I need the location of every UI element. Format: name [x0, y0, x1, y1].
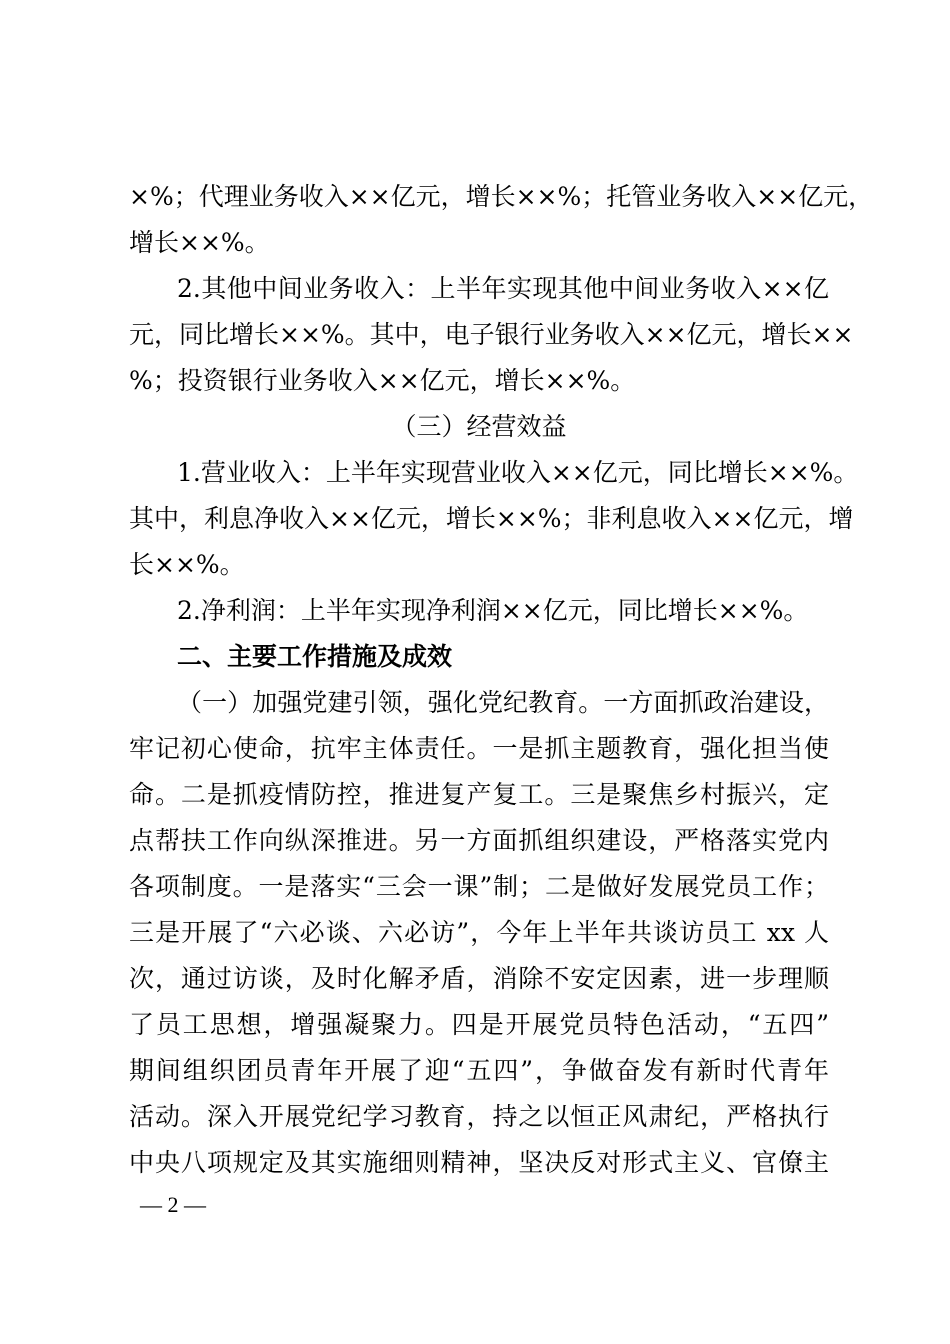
body-line: 命。二是抓疫情防控，推进复产复工。三是聚焦乡村振兴，定	[129, 780, 829, 809]
body-line: 中央八项规定及其实施细则精神，坚决反对形式主义、官僚主	[129, 1148, 829, 1177]
body-line: 活动。深入开展党纪学习教育，持之以恒正风肃纪，严格执行	[129, 1102, 829, 1131]
body-line: 长××%。	[129, 550, 245, 579]
body-line: 增长××%。	[129, 228, 270, 257]
body-line: 了员工思想，增强凝聚力。四是开展党员特色活动，“五四”	[129, 1010, 829, 1039]
body-line: 其中，利息净收入××亿元，增长××%；非利息收入××亿元，增	[129, 504, 854, 533]
section-heading: （三）经营效益	[391, 412, 567, 441]
body-line: （一）加强党建引领，强化党纪教育。一方面抓政治建设，	[177, 688, 829, 717]
body-line: ×%；代理业务收入××亿元，增长××%；托管业务收入××亿元，	[129, 182, 874, 211]
body-line: 1.营业收入：上半年实现营业收入××亿元，同比增长××%。	[177, 458, 859, 487]
body-line: 期间组织团员青年开展了迎“五四”，争做奋发有新时代青年	[129, 1056, 829, 1085]
body-line: %；投资银行业务收入××亿元，增长××%。	[129, 366, 636, 395]
body-line: 次，通过访谈，及时化解矛盾，消除不安定因素，进一步理顺	[129, 964, 829, 993]
body-line: 牢记初心使命，抗牢主体责任。一是抓主题教育，强化担当使	[129, 734, 829, 763]
body-line: 2.净利润：上半年实现净利润××亿元，同比增长××%。	[177, 596, 809, 625]
body-line: 元，同比增长××%。其中，电子银行业务收入××亿元，增长××	[129, 320, 854, 349]
body-line: 点帮扶工作向纵深推进。另一方面抓组织建设，严格落实党内	[129, 826, 829, 855]
page-number: — 2 —	[140, 1192, 206, 1217]
body-line: 2.其他中间业务收入：上半年实现其他中间业务收入××亿	[177, 274, 829, 303]
body-line: 三是开展了“六必谈、六必访”，今年上半年共谈访员工 xx 人	[129, 918, 829, 947]
chapter-heading: 二、主要工作措施及成效	[177, 642, 453, 671]
body-line: 各项制度。一是落实“三会一课”制；二是做好发展党员工作；	[129, 872, 829, 901]
